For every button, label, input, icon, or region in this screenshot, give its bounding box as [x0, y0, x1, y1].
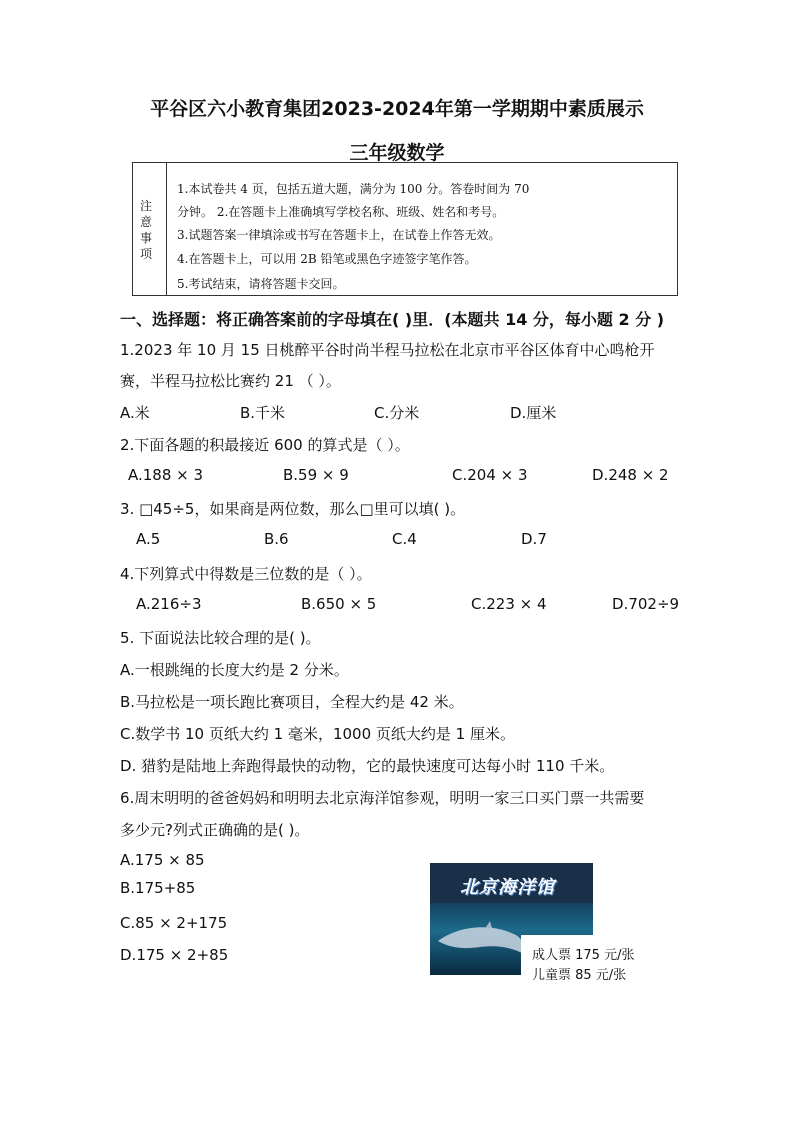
page-subtitle: 三年级数学 [349, 142, 445, 164]
section-heading: 一、选择题：将正确答案前的字母填在( )里．(本题共 14 分，每小题 2 分 ) [120, 310, 665, 329]
notice-label [132, 163, 166, 295]
q2-option-a: A.188 × 3 [128, 466, 204, 484]
q5-option-a: A.一根跳绳的长度大约是 2 分米。 [120, 661, 349, 679]
q3-option-c: C.4 [392, 530, 417, 548]
notice-line: 1.本试卷共 4 页，包括五道大题，满分为 100 分。答卷时间为 70 [177, 182, 530, 196]
aquarium-logo: 北京海洋馆 [460, 877, 555, 898]
q6-option-a: A.175 × 85 [120, 851, 205, 869]
notice-line: 5.考试结束，请将答题卡交回。 [177, 277, 345, 291]
q4-option-d: D.702÷9 [612, 595, 680, 613]
question-2: 2.下面各题的积最接近 600 的算式是（ ）。 [120, 436, 410, 454]
notice-line: 3.试题答案一律填涂或书写在答题卡上，在试卷上作答无效。 [177, 228, 501, 242]
q3-option-d: D.7 [521, 530, 547, 548]
notice-label-char: 事 [140, 231, 153, 245]
q2-option-d: D.248 × 2 [592, 466, 669, 484]
adult-ticket-price: 成人票 175 元/张 [532, 948, 635, 963]
question-1-line1: 1.2023 年 10 月 15 日桃醉平谷时尚半程马拉松在北京市平谷区体育中心鸣枪开 [120, 341, 655, 359]
notice-box [132, 162, 678, 296]
q1-option-b: B.千米 [240, 404, 286, 422]
q4-option-a: A.216÷3 [136, 595, 202, 613]
page-title: 平谷区六小教育集团2023-2024年第一学期期中素质展示 [150, 98, 644, 120]
q5-option-c: C.数学书 10 页纸大约 1 毫米，1000 页纸大约是 1 厘米。 [120, 725, 515, 743]
q2-option-c: C.204 × 3 [452, 466, 528, 484]
child-ticket-price: 儿童票 85 元/张 [532, 968, 627, 983]
question-6-line2: 多少元?列式正确确的是( )。 [120, 821, 310, 839]
question-6-line1: 6.周末明明的爸爸妈妈和明明去北京海洋馆参观，明明一家三口买门票一共需要 [120, 789, 645, 807]
q1-option-c: C.分米 [374, 404, 420, 422]
question-3: 3. □45÷5，如果商是两位数，那么□里可以填( )。 [120, 500, 466, 518]
q5-option-d: D. 猎豹是陆地上奔跑得最快的动物，它的最快速度可达每小时 110 千米。 [120, 757, 615, 775]
question-1-line2: 赛，半程马拉松比赛约 21 （ ）。 [120, 372, 341, 390]
notice-label-char: 项 [140, 247, 153, 261]
notice-label-char: 意 [140, 215, 153, 229]
question-5: 5. 下面说法比较合理的是( )。 [120, 629, 321, 647]
q2-option-b: B.59 × 9 [283, 466, 349, 484]
notice-line: 4.在答题卡上，可以用 2B 铅笔或黑色字迹签字笔作答。 [177, 252, 477, 266]
q3-option-a: A.5 [136, 530, 161, 548]
q4-option-c: C.223 × 4 [471, 595, 547, 613]
q1-option-d: D.厘米 [510, 404, 557, 422]
q6-option-b: B.175+85 [120, 879, 196, 897]
q6-option-c: C.85 × 2+175 [120, 914, 228, 932]
q6-option-d: D.175 × 2+85 [120, 946, 229, 964]
question-4: 4.下列算式中得数是三位数的是（ ）。 [120, 565, 372, 583]
notice-line: 分钟。 2.在答题卡上准确填写学校名称、班级、姓名和考号。 [177, 205, 505, 219]
q5-option-b: B.马拉松是一项长跑比赛项目，全程大约是 42 米。 [120, 693, 464, 711]
q1-option-a: A.米 [120, 404, 150, 422]
notice-label-char: 注 [140, 199, 153, 213]
q3-option-b: B.6 [264, 530, 289, 548]
q4-option-b: B.650 × 5 [301, 595, 377, 613]
